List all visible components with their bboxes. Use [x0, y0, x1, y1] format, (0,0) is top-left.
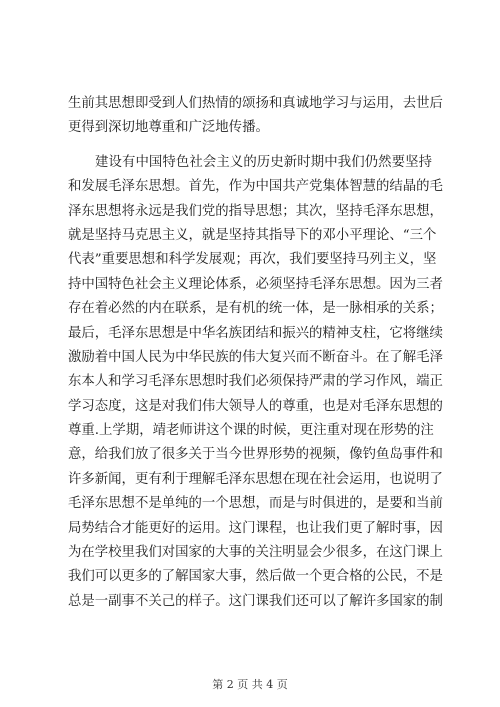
text-line: 总是一副事不关己的样子。这门课我们还可以了解许多国家的制 [68, 593, 443, 609]
text-line: 生前其思想即受到人们热情的颂扬和真诚地学习与运用，去世后 [68, 96, 443, 111]
text-line: 东本人和学习毛泽东思想时我们必须保持严肃的学习作风，端正 [68, 374, 443, 390]
text-line: 尊重.上学期，靖老师讲这个课的时候，更注重对现在形势的注 [68, 423, 434, 439]
text-line: 意，给我们放了很多关于当今世界形势的视频，像钓鱼岛事件和 [68, 447, 443, 463]
text-line: 就是坚持马克思主义，就是坚持其指导下的邓小平理论、“三个 [68, 227, 437, 243]
paragraph-2 [68, 151, 443, 614]
text-line: 代表”重要思想和科学发展观；再次，我们要坚持马列主义，坚 [68, 252, 437, 268]
text-line: 我们可以更多的了解国家大事，然后做一个更合格的公民，不是 [68, 569, 443, 585]
text-line: 学习态度，这是对我们伟大领导人的尊重，也是对毛泽东思想的 [68, 398, 443, 414]
text-line: 毛泽东思想不是单纯的一个思想，而是与时俱进的，是要和当前 [68, 496, 443, 512]
text-line: 最后，毛泽东思想是中华名族团结和振兴的精神支柱，它将继续 [68, 325, 443, 341]
page-number-footer: 第 2 页 共 4 页 [212, 678, 288, 691]
text-line: 许多新闻，更有利于理解毛泽东思想在现在社会运用，也说明了 [68, 471, 443, 487]
paragraph-spacer [68, 141, 432, 151]
text-line: 为在学校里我们对国家的大事的关注明显会少很多，在这门课上 [68, 545, 443, 561]
text-line: 激励着中国人民为中华民族的伟大复兴而不断奋斗。在了解毛泽 [68, 349, 443, 365]
paragraph-1 [68, 92, 443, 141]
text-line: 持中国特色社会主义理论体系，必须坚持毛泽东思想。因为三者 [68, 276, 443, 292]
text-line: 局势结合才能更好的运用。这门课程，也让我们更了解时事，因 [68, 520, 443, 536]
text-line: 建设有中国特色社会主义的历史新时期中我们仍然要坚持 [95, 154, 432, 170]
document-body [68, 92, 443, 614]
text-line: 更得到深切地尊重和广泛地传播。 [68, 120, 269, 136]
text-line: 泽东思想将永远是我们党的指导思想；其次，坚持毛泽东思想， [68, 203, 443, 219]
text-line: 存在着必然的内在联系，是有机的统一体，是一脉相承的关系； [68, 301, 443, 317]
text-line: 和发展毛泽东思想。首先，作为中国共产党集体智慧的结晶的毛 [68, 179, 443, 195]
